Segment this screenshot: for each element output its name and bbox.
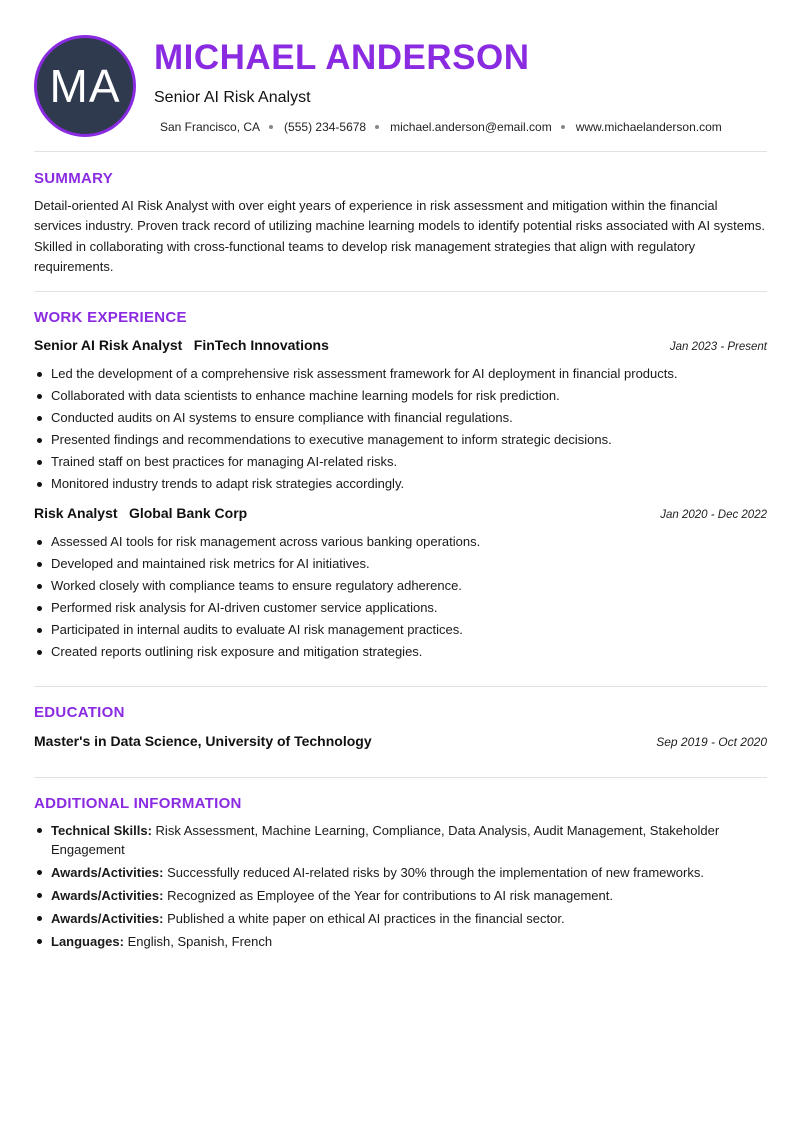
candidate-name: MICHAEL ANDERSON bbox=[154, 38, 530, 77]
job-dates: Jan 2020 - Dec 2022 bbox=[660, 509, 767, 521]
info-label: Languages: bbox=[51, 934, 124, 949]
work-experience-heading: WORK EXPERIENCE bbox=[34, 309, 187, 326]
list-item bbox=[34, 886, 767, 905]
resume-header bbox=[0, 0, 800, 152]
contact-line bbox=[160, 120, 722, 134]
education-degree: Master's in Data Science, University of Technology bbox=[34, 733, 372, 749]
job-company: Global Bank Corp bbox=[128, 505, 248, 521]
list-item: Led the development of a comprehensive risk assessment framework for AI deployment in financial products. bbox=[34, 363, 767, 385]
section-divider bbox=[34, 151, 767, 152]
separator-dot bbox=[561, 125, 565, 129]
job-bullets bbox=[34, 531, 767, 663]
section-divider bbox=[34, 291, 767, 292]
list-item: Performed risk analysis for AI-driven customer service applications. bbox=[34, 597, 767, 619]
info-text: Risk Assessment, Machine Learning, Compliance, Data Analysis, Audit Management, Stakeholder Engagement bbox=[51, 823, 720, 857]
list-item bbox=[34, 821, 767, 859]
job-header bbox=[34, 337, 767, 357]
avatar bbox=[34, 35, 136, 137]
contact-location: San Francisco, CA bbox=[160, 120, 261, 134]
info-text: English, Spanish, French bbox=[127, 934, 273, 949]
list-item: Assessed AI tools for risk management across various banking operations. bbox=[34, 531, 767, 553]
list-item: Presented findings and recommendations to executive management to inform strategic decisions. bbox=[34, 429, 767, 451]
job-header bbox=[34, 505, 767, 525]
list-item: Participated in internal audits to evaluate AI risk management practices. bbox=[34, 619, 767, 641]
job-entry bbox=[34, 337, 767, 495]
list-item: Created reports outlining risk exposure and mitigation strategies. bbox=[34, 641, 767, 663]
education-dates: Sep 2019 - Oct 2020 bbox=[656, 735, 767, 749]
additional-info-list bbox=[34, 821, 767, 955]
summary-heading: SUMMARY bbox=[34, 170, 114, 187]
list-item: Developed and maintained risk metrics for AI initiatives. bbox=[34, 553, 767, 575]
section-divider bbox=[34, 686, 767, 687]
separator-dot bbox=[269, 125, 273, 129]
additional-info-heading: ADDITIONAL INFORMATION bbox=[34, 795, 242, 812]
job-role: Risk Analyst bbox=[34, 505, 118, 521]
info-label: Awards/Activities: bbox=[51, 911, 164, 926]
job-role: Senior AI Risk Analyst bbox=[34, 337, 183, 353]
list-item: Conducted audits on AI systems to ensure compliance with financial regulations. bbox=[34, 407, 767, 429]
list-item bbox=[34, 932, 767, 951]
list-item: Collaborated with data scientists to enhance machine learning models for risk prediction. bbox=[34, 385, 767, 407]
avatar-initials: MA bbox=[49, 60, 121, 112]
info-label: Awards/Activities: bbox=[51, 865, 164, 880]
contact-phone: (555) 234-5678 bbox=[284, 120, 367, 134]
list-item bbox=[34, 863, 767, 882]
info-label: Awards/Activities: bbox=[51, 888, 164, 903]
education-entry bbox=[34, 733, 767, 749]
info-text: Published a white paper on ethical AI practices in the financial sector. bbox=[167, 911, 565, 926]
job-bullets bbox=[34, 363, 767, 495]
info-label: Technical Skills: bbox=[51, 823, 152, 838]
list-item bbox=[34, 909, 767, 928]
list-item: Monitored industry trends to adapt risk strategies accordingly. bbox=[34, 473, 767, 495]
info-text: Successfully reduced AI-related risks by 30% through the implementation of new frameworks. bbox=[167, 865, 704, 880]
contact-email[interactable]: michael.anderson@email.com bbox=[390, 120, 552, 134]
candidate-title: Senior AI Risk Analyst bbox=[154, 89, 311, 106]
separator-dot bbox=[375, 125, 379, 129]
list-item: Trained staff on best practices for managing AI-related risks. bbox=[34, 451, 767, 473]
section-divider bbox=[34, 777, 767, 778]
list-item: Worked closely with compliance teams to ensure regulatory adherence. bbox=[34, 575, 767, 597]
education-heading: EDUCATION bbox=[34, 704, 125, 721]
job-company: FinTech Innovations bbox=[193, 337, 329, 353]
job-dates: Jan 2023 - Present bbox=[669, 341, 767, 353]
info-text: Recognized as Employee of the Year for contributions to AI risk management. bbox=[167, 888, 613, 903]
summary-text: Detail-oriented AI Risk Analyst with over eight years of experience in risk assessment and mitigation within the financial services industry. Proven track record of utilizing machine learning models to identify potential risks associated with AI systems. Skilled in collaborating with cross-functional teams to develop risk management strategies that align with regulatory requirements. bbox=[34, 198, 765, 274]
job-entry bbox=[34, 505, 767, 663]
contact-website[interactable]: www.michaelanderson.com bbox=[575, 120, 722, 134]
